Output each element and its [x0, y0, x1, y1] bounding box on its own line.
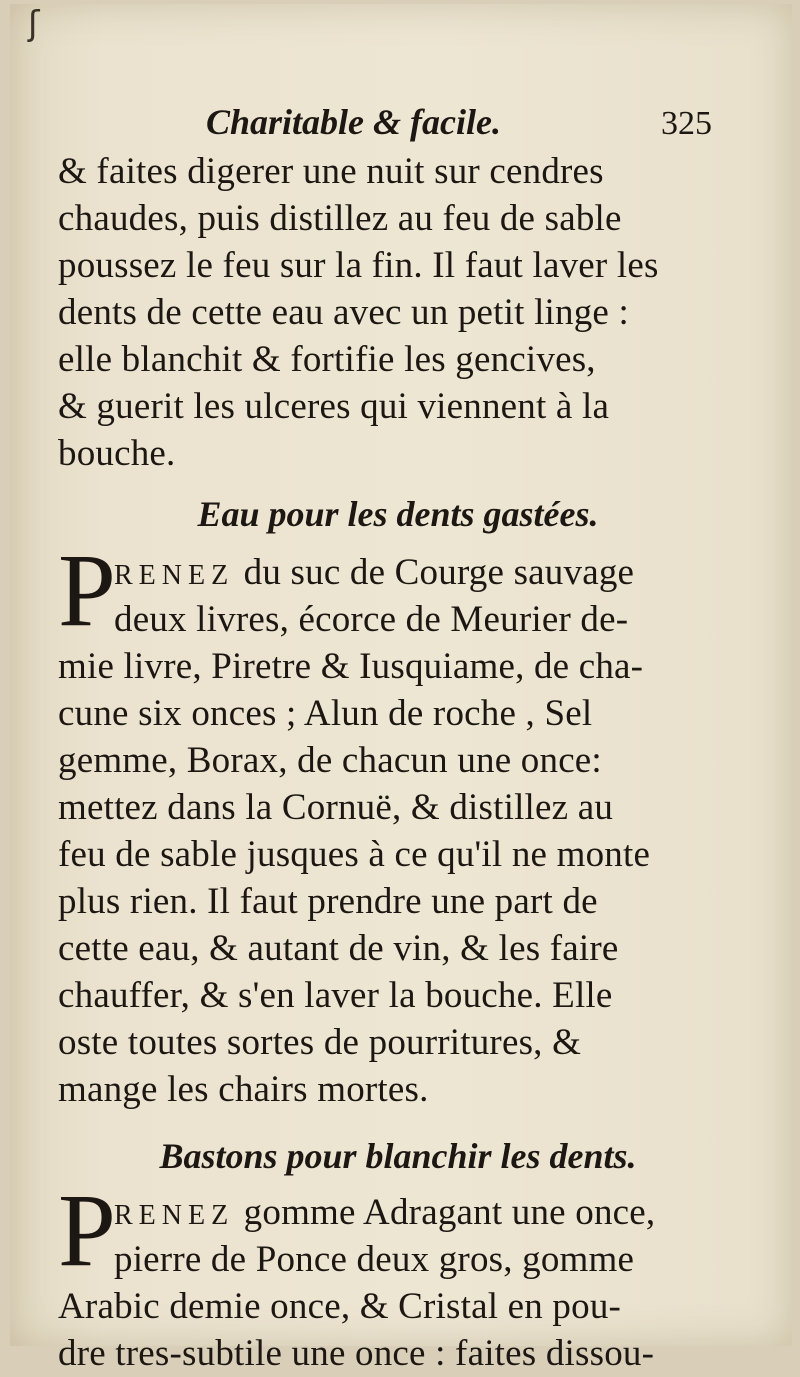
page-header — [58, 96, 718, 148]
book-page — [10, 4, 792, 1374]
text-line: Arabic demie once, & Cristal en pou- — [58, 1286, 622, 1327]
first-word: RENEZ — [114, 1200, 235, 1231]
text-span: du suc de Courge sauvage — [243, 552, 635, 593]
text-line: dre tres-subtile une once : faites dissou- — [58, 1333, 655, 1374]
first-word: RENEZ — [114, 560, 235, 591]
page-text — [58, 96, 718, 1377]
text-line: feu de sable jusques à ce qu'il ne monte — [58, 834, 651, 875]
text-line: dents de cette eau avec un petit linge : — [58, 292, 629, 333]
drop-cap: P — [58, 1173, 116, 1288]
text-line: elle blanchit & fortifie les gencives, — [58, 339, 596, 380]
text-line: gemme, Borax, de chacun une once: — [58, 740, 602, 781]
text-span: gomme Adragant une once, — [243, 1192, 656, 1233]
text-line: pierre de Ponce deux gros, gomme — [114, 1239, 635, 1280]
text-line: chauffer, & s'en laver la bouche. Elle — [58, 975, 613, 1016]
section-heading: Eau pour les dents gastées. — [197, 494, 599, 534]
section-heading: Bastons pour blanchir les dents. — [159, 1136, 637, 1176]
corner-ink-mark: ʃ — [28, 4, 40, 44]
text-line: cune six onces ; Alun de roche , Sel — [58, 693, 593, 734]
intro-paragraph — [58, 148, 718, 477]
running-title: Charitable & facile. — [206, 102, 501, 142]
text-line: chaudes, puis distillez au feu de sable — [58, 198, 622, 239]
text-line: deux livres, écorce de Meurier de- — [114, 599, 629, 640]
text-line: & guerit les ulceres qui viennent à la — [58, 386, 610, 427]
page-number: 325 — [661, 105, 712, 142]
text-line: poussez le feu sur la fin. Il faut laver les — [58, 245, 659, 286]
text-line: plus rien. Il faut prendre une part de — [58, 881, 598, 922]
text-line: bouche. — [58, 433, 176, 474]
text-line — [58, 1189, 718, 1236]
text-line: & faites digerer une nuit sur cendres — [58, 151, 604, 192]
text-line — [58, 549, 718, 596]
text-line: cette eau, & autant de vin, & les faire — [58, 928, 619, 969]
text-line: mie livre, Piretre & Iusquiame, de cha- — [58, 646, 644, 687]
text-line: mettez dans la Cornuë, & distillez au — [58, 787, 614, 828]
text-line: oste toutes sortes de pourritures, & — [58, 1022, 582, 1063]
recipe-paragraph — [58, 533, 718, 1113]
recipe-paragraph — [58, 1173, 718, 1377]
text-line: mange les chairs mortes. — [58, 1069, 429, 1110]
drop-cap: P — [58, 533, 116, 648]
